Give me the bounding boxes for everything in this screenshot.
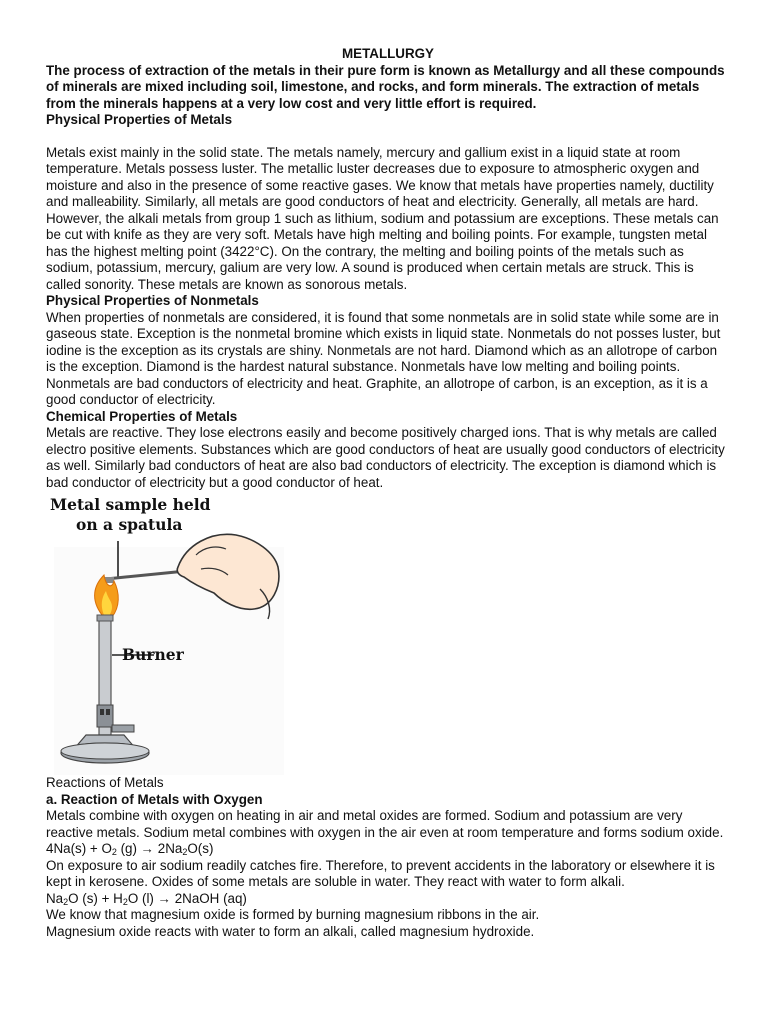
- subheading-reaction-oxygen: a. Reaction of Metals with Oxygen: [46, 791, 263, 807]
- paragraph-physical-metals-2: However, the alkali metals from group 1 such as lithium, sodium and potassium are exceptions. These metals can be cut with knife as they are very soft. Metals have high melting and boiling points. For example, tungsten metal has the highest melting point (3422°C). On the contrary, the melting and boiling points of the metals such as sodium, potassium, mercury, galium are very low. A sound is produced when certain metals are struck. This is called sonority. These metals are known as sonorous metals.: [46, 210, 719, 292]
- heading-physical-nonmetals: Physical Properties of Nonmetals: [46, 293, 259, 308]
- paragraph-reactions-2: On exposure to air sodium readily catches fire. Therefore, to prevent accidents in the laboratory or elsewhere it is kept in kerosene. Oxides of some metals are soluble in water. They react with water to form alkali.: [46, 857, 715, 889]
- paragraph-physical-metals-1: Metals exist mainly in the solid state. The metals namely, mercury and gallium exist in a liquid state at room temperature. Metals possess luster. The metallic luster decreases due to exposure to atmospheric oxygen and moisture and also in the presence of some reactive gases. We know that metals have properties namely, ductility and malleability. Similarly, all metals are good conductors of heat and electricity. Generally, all metals are hard.: [46, 144, 714, 209]
- paragraph-chemical-metals: Metals are reactive. They lose electrons easily and become positively charged ions. That is why metals are called electro positive elements. Substances which are good conductors of heat are usually good conductors of electricity as well. Similarly bad conductors of heat are also bad conductors of electricity. The exception is diamond which is bad conductor of electricity but a good conductor of heat.: [46, 425, 725, 490]
- paragraph-physical-nonmetals: When properties of nonmetals are considered, it is found that some nonmetals are in solid state while some are in gaseous state. Exception is the nonmetal bromine which exists in liquid state. Nonmetals do not posses luster, but iodine is the exception as its crystals are shiny. Nonmetals are not hard. Diamond which as an allotrope of carbon is the exception. Diamond is the hardest natural substance. Nonmetals have low melting and boiling points. Nonmetals are bad conductors of electricity and heat. Graphite, an allotrope of carbon, is an exception, as it is a good conductor of electricity.: [46, 309, 721, 407]
- paragraph-reactions-4: Magnesium oxide reacts with water to form an alkali, called magnesium hydroxide.: [46, 923, 535, 939]
- burner-figure: [46, 497, 306, 775]
- heading-reactions: Reactions of Metals: [46, 775, 164, 790]
- paragraph-reactions-1: Metals combine with oxygen on heating in air and metal oxides are formed. Sodium and potassium are very reactive metals. Sodium metal combines with oxygen in the air even at room temperature and forms sodium oxide.: [46, 808, 724, 840]
- page-title: METALLURGY: [342, 46, 434, 61]
- figure-label-sample-line1: Metal sample held: [50, 495, 211, 514]
- heading-physical-metals: Physical Properties of Metals: [46, 112, 233, 127]
- figure-label-sample: [50, 495, 211, 535]
- equation-sodium-oxide: $4Na(s) + O_2$ $(g) \to 2Na_2O(s)$: [46, 841, 214, 857]
- figure-label-sample-line2: on a spatula: [76, 515, 183, 534]
- burner-illustration: [46, 497, 306, 775]
- equation-sodium-hydroxide: $Na_2O$ $(s) + H_2O$ (l) → 2NaOH (aq): [46, 890, 247, 907]
- paragraph-reactions-3: We know that magnesium oxide is formed by burning magnesium ribbons in the air.: [46, 907, 540, 922]
- heading-chemical-metals: Chemical Properties of Metals: [46, 408, 238, 424]
- document-page: [46, 46, 730, 940]
- intro-paragraph: The process of extraction of the metals in their pure form is known as Metallurgy and all these compounds of minerals are mixed including soil, limestone, and rocks, and form minerals. The extraction of metals from the minerals happens at a very low cost and very little effort is required.: [46, 62, 725, 111]
- figure-label-burner: Burner: [122, 645, 184, 664]
- spacer: [46, 129, 730, 145]
